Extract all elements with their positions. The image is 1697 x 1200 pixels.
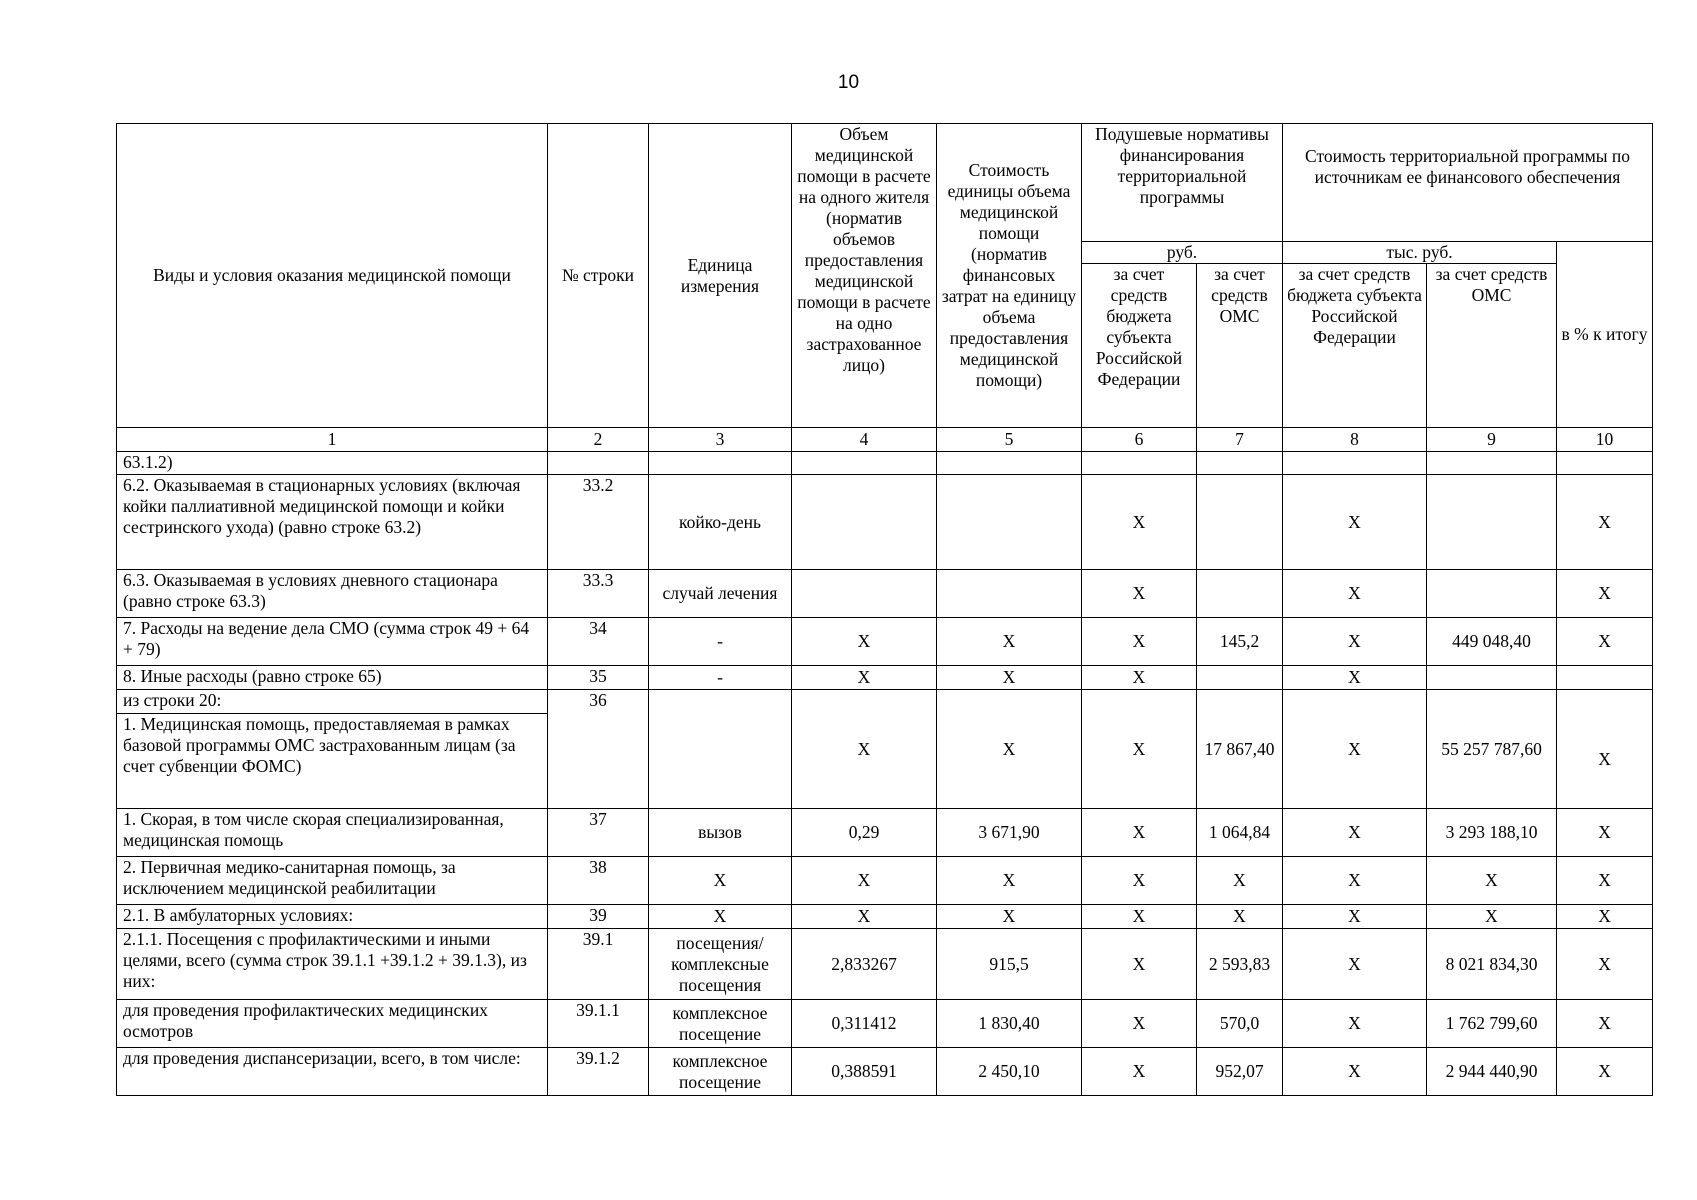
cell-budget-total: X	[1283, 618, 1427, 666]
cell-oms-per-capita	[1197, 452, 1283, 475]
header-per-capita: Подушевые нормативы финансирования территориальной программы	[1082, 124, 1283, 242]
cell-volume: X	[792, 690, 937, 809]
cell-unit	[649, 690, 792, 809]
cell-unit: комплексное посещение	[649, 1000, 792, 1048]
table-row	[117, 905, 1653, 929]
cell-budget-total: X	[1283, 666, 1427, 690]
row-number: 38	[548, 857, 649, 905]
row-number: 33.3	[548, 570, 649, 618]
cell-volume	[792, 570, 937, 618]
cell-volume: 0,388591	[792, 1048, 937, 1096]
cell-volume: X	[792, 666, 937, 690]
row-number: 39	[548, 905, 649, 929]
cell-budget-per-capita: X	[1082, 905, 1197, 929]
header-kinds-of-care: Виды и условия оказания медицинской помощи	[117, 124, 548, 428]
cell-unit-cost: X	[937, 618, 1082, 666]
row-title: 7. Расходы на ведение дела СМО (сумма строк 49 + 64 + 79)	[117, 618, 548, 666]
header-row-1	[117, 124, 1653, 242]
header-unit: Единица измерения	[649, 124, 792, 428]
cell-percent: X	[1557, 1048, 1653, 1096]
cell-oms-total	[1427, 452, 1557, 475]
cell-unit: койко-день	[649, 475, 792, 570]
row-title: 2. Первичная медико-санитарная помощь, за исключением медицинской реабилитации	[117, 857, 548, 905]
cell-budget-total: X	[1283, 905, 1427, 929]
cell-unit-cost: 1 830,40	[937, 1000, 1082, 1048]
cell-volume	[792, 452, 937, 475]
cell-oms-total	[1427, 666, 1557, 690]
cell-budget-per-capita: X	[1082, 666, 1197, 690]
header-col8: за счет средств бюджета субъекта Российской Федерации	[1283, 264, 1427, 428]
column-number: 5	[937, 428, 1082, 452]
cell-budget-per-capita: X	[1082, 690, 1197, 809]
cell-oms-total: 449 048,40	[1427, 618, 1557, 666]
cell-percent: X	[1557, 929, 1653, 1000]
header-percent-total: в % к итогу	[1557, 242, 1653, 428]
cell-budget-total	[1283, 452, 1427, 475]
cell-unit: случай лечения	[649, 570, 792, 618]
header-unit-cost: Стоимость единицы объема медицинской помощи (норматив финансовых затрат на единицу объема предоставления медицинской помощи)	[937, 124, 1082, 428]
cell-unit: X	[649, 905, 792, 929]
cell-unit: X	[649, 857, 792, 905]
cell-oms-per-capita	[1197, 570, 1283, 618]
row-title: 6.3. Оказываемая в условиях дневного стационара (равно строке 63.3)	[117, 570, 548, 618]
header-volume: Объем медицинской помощи в расчете на одного жителя (норматив объемов предоставления медицинской помощи в расчете на одно застрахованное лицо)	[792, 124, 937, 428]
column-number: 9	[1427, 428, 1557, 452]
cell-volume: X	[792, 618, 937, 666]
header-thousand-rub: тыс. руб.	[1283, 242, 1557, 264]
table-row	[117, 857, 1653, 905]
cell-volume: X	[792, 905, 937, 929]
cell-oms-total	[1427, 475, 1557, 570]
cell-oms-total: 8 021 834,30	[1427, 929, 1557, 1000]
cell-volume: 0,29	[792, 809, 937, 857]
cell-budget-per-capita: X	[1082, 570, 1197, 618]
header-program-cost: Стоимость территориальной программы по источникам ее финансового обеспечения	[1283, 124, 1653, 242]
table-row	[117, 809, 1653, 857]
row-title: 63.1.2)	[117, 452, 548, 475]
cell-budget-per-capita: X	[1082, 809, 1197, 857]
cell-unit-cost: X	[937, 690, 1082, 809]
cell-unit: комплексное посещение	[649, 1048, 792, 1096]
cell-budget-per-capita: X	[1082, 475, 1197, 570]
cell-budget-total: X	[1283, 857, 1427, 905]
row-title: 8. Иные расходы (равно строке 65)	[117, 666, 548, 690]
cell-percent: X	[1557, 690, 1653, 809]
cell-oms-per-capita: 145,2	[1197, 618, 1283, 666]
column-number: 2	[548, 428, 649, 452]
cell-volume: 0,311412	[792, 1000, 937, 1048]
cell-volume: 2,833267	[792, 929, 937, 1000]
table-row	[117, 570, 1653, 618]
column-number: 3	[649, 428, 792, 452]
cell-percent: X	[1557, 618, 1653, 666]
row-title: 2.1. В амбулаторных условиях:	[117, 905, 548, 929]
column-number: 6	[1082, 428, 1197, 452]
row-number: 35	[548, 666, 649, 690]
header-col7: за счет средств ОМС	[1197, 264, 1283, 428]
row-title-from-row-20: из строки 20:	[117, 690, 548, 714]
cell-budget-total: X	[1283, 570, 1427, 618]
header-row-number: № строки	[548, 124, 649, 428]
column-numbers-row	[117, 428, 1653, 452]
cell-unit-cost	[937, 475, 1082, 570]
cell-unit-cost	[937, 570, 1082, 618]
row-number: 39.1.2	[548, 1048, 649, 1096]
cell-unit	[649, 452, 792, 475]
cell-oms-total: X	[1427, 857, 1557, 905]
cell-unit: -	[649, 666, 792, 690]
cell-budget-per-capita: X	[1082, 1048, 1197, 1096]
cell-unit: посещения/комплексные посещения	[649, 929, 792, 1000]
cell-oms-per-capita: 17 867,40	[1197, 690, 1283, 809]
cell-volume	[792, 475, 937, 570]
cell-oms-total: 55 257 787,60	[1427, 690, 1557, 809]
table-row	[117, 452, 1653, 475]
row-title: 1. Медицинская помощь, предоставляемая в рамках базовой программы ОМС застрахованным лицам (за счет субвенции ФОМС)	[117, 714, 548, 809]
cell-budget-total: X	[1283, 1000, 1427, 1048]
row-title: 6.2. Оказываемая в стационарных условиях (включая койки паллиативной медицинской помощи и койки сестринского ухода) (равно строке 63.2)	[117, 475, 548, 570]
column-number: 8	[1283, 428, 1427, 452]
header-col9: за счет средств ОМС	[1427, 264, 1557, 428]
row-title: 1. Скорая, в том числе скорая специализированная, медицинская помощь	[117, 809, 548, 857]
cell-unit: вызов	[649, 809, 792, 857]
row-number	[548, 452, 649, 475]
cell-oms-total: 3 293 188,10	[1427, 809, 1557, 857]
cell-oms-total: 2 944 440,90	[1427, 1048, 1557, 1096]
cell-oms-total: X	[1427, 905, 1557, 929]
cell-percent: X	[1557, 1000, 1653, 1048]
cell-unit-cost	[937, 452, 1082, 475]
cell-unit-cost: X	[937, 905, 1082, 929]
cell-budget-total: X	[1283, 929, 1427, 1000]
cell-budget-per-capita: X	[1082, 1000, 1197, 1048]
cell-oms-per-capita: 952,07	[1197, 1048, 1283, 1096]
table-row	[117, 929, 1653, 1000]
cell-budget-total: X	[1283, 690, 1427, 809]
table-row	[117, 1048, 1653, 1096]
cell-oms-per-capita: 1 064,84	[1197, 809, 1283, 857]
cell-percent: X	[1557, 905, 1653, 929]
row-number: 33.2	[548, 475, 649, 570]
cell-percent	[1557, 452, 1653, 475]
cell-budget-total: X	[1283, 475, 1427, 570]
cell-oms-per-capita: X	[1197, 905, 1283, 929]
row-number: 36	[548, 690, 649, 809]
row-title: для проведения диспансеризации, всего, в том числе:	[117, 1048, 548, 1096]
cell-oms-per-capita	[1197, 666, 1283, 690]
table-row	[117, 475, 1653, 570]
cell-unit-cost: 915,5	[937, 929, 1082, 1000]
cell-unit-cost: X	[937, 857, 1082, 905]
table-row	[117, 666, 1653, 690]
header-rub: руб.	[1082, 242, 1283, 264]
column-number: 4	[792, 428, 937, 452]
cell-budget-total: X	[1283, 809, 1427, 857]
cell-unit-cost: 3 671,90	[937, 809, 1082, 857]
header-col6: за счет средств бюджета субъекта Российской Федерации	[1082, 264, 1197, 428]
cell-percent: X	[1557, 809, 1653, 857]
row-number: 39.1.1	[548, 1000, 649, 1048]
cell-unit-cost: 2 450,10	[937, 1048, 1082, 1096]
page-number: 10	[837, 72, 860, 93]
cell-percent: X	[1557, 475, 1653, 570]
cell-budget-per-capita: X	[1082, 929, 1197, 1000]
row-number: 37	[548, 809, 649, 857]
row-title: 2.1.1. Посещения с профилактическими и иными целями, всего (сумма строк 39.1.1 +39.1.2 + 39.1.3), из них:	[117, 929, 548, 1000]
cell-unit-cost: X	[937, 666, 1082, 690]
row-number: 39.1	[548, 929, 649, 1000]
row-number: 34	[548, 618, 649, 666]
table-row	[117, 690, 1653, 714]
program-cost-table	[116, 123, 1653, 1096]
column-number: 7	[1197, 428, 1283, 452]
column-number: 10	[1557, 428, 1653, 452]
table-row	[117, 1000, 1653, 1048]
cell-oms-per-capita: 570,0	[1197, 1000, 1283, 1048]
column-number: 1	[117, 428, 548, 452]
cell-oms-total	[1427, 570, 1557, 618]
cell-unit: -	[649, 618, 792, 666]
cell-budget-per-capita: X	[1082, 618, 1197, 666]
cell-percent: X	[1557, 857, 1653, 905]
cell-oms-per-capita: 2 593,83	[1197, 929, 1283, 1000]
cell-percent: X	[1557, 570, 1653, 618]
cell-percent	[1557, 666, 1653, 690]
row-title: для проведения профилактических медицинских осмотров	[117, 1000, 548, 1048]
cell-oms-total: 1 762 799,60	[1427, 1000, 1557, 1048]
cell-budget-per-capita: X	[1082, 857, 1197, 905]
cell-budget-per-capita	[1082, 452, 1197, 475]
table-row	[117, 618, 1653, 666]
cell-oms-per-capita	[1197, 475, 1283, 570]
cell-budget-total: X	[1283, 1048, 1427, 1096]
cell-oms-per-capita: X	[1197, 857, 1283, 905]
cell-volume: X	[792, 857, 937, 905]
